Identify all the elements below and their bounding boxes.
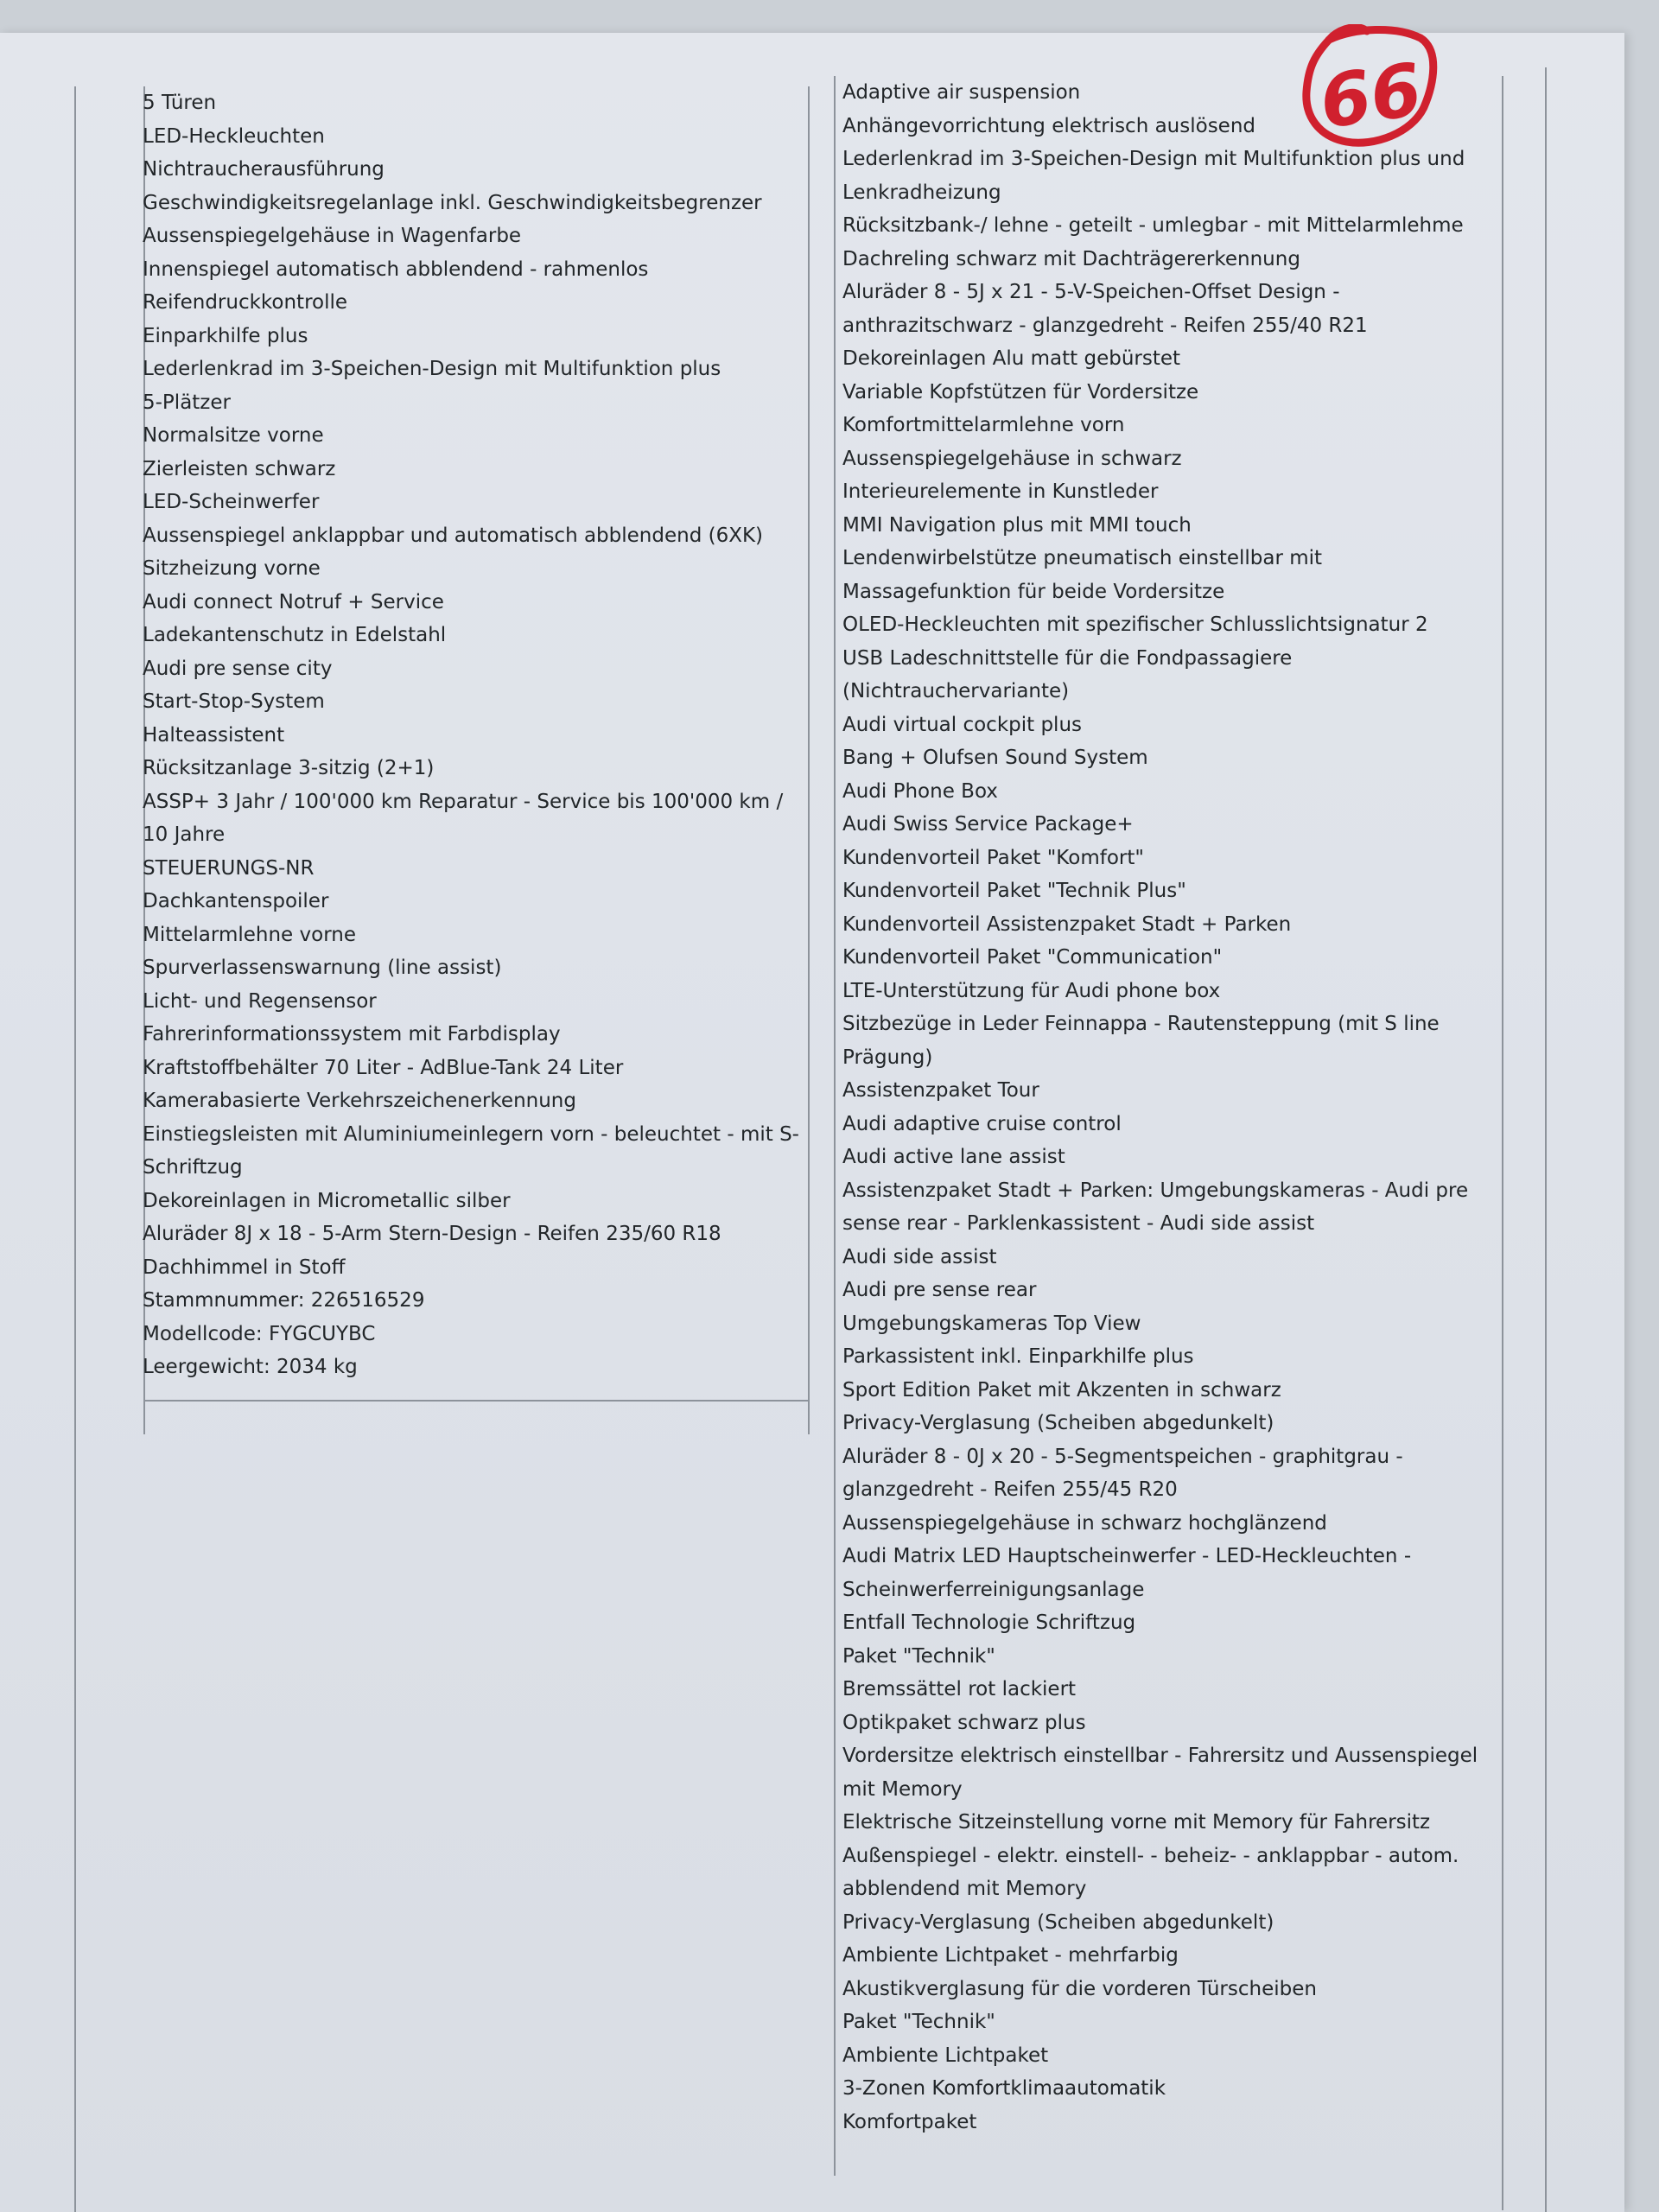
handwritten-page-number-66 [1294,24,1441,154]
equipment-item: Bang + Olufsen Sound System [842,747,1148,769]
equipment-item: Assistenzpaket Tour [842,1079,1039,1102]
equipment-item: Vordersitze elektrisch einstellbar - Fahrersitz und Aussenspiegel mit Memory [842,1745,1478,1801]
equipment-item: 3-Zonen Komfortklimaautomatik [842,2077,1166,2100]
equipment-item: Leergewicht: 2034 kg [143,1356,358,1378]
equipment-item: Halteassistent [143,723,285,747]
equipment-item: LED-Scheinwerfer [143,491,320,513]
equipment-item: Dachhimmel in Stoff [143,1255,346,1279]
equipment-item: Rücksitzbank-/ lehne - geteilt - umlegbar - mit Mittelarmlehme [842,214,1464,237]
equipment-item: Adaptive air suspension [842,81,1081,104]
equipment-item: Audi side assist [842,1245,997,1268]
equipment-item: Modellcode: FYGCUYBC [143,1322,376,1345]
equipment-item: Akustikverglasung für die vorderen Türscheiben [842,1977,1317,2000]
page-number-text: 66 [1314,47,1427,145]
equipment-item: ASSP+ 3 Jahr / 100'000 km Reparatur - Service bis 100'000 km / 10 Jahre [143,790,784,846]
equipment-item: Bremssättel rot lackiert [842,1678,1077,1700]
equipment-item: Ambiente Lichtpaket [842,2044,1049,2067]
equipment-item: Kamerabasierte Verkehrszeichenerkennung [143,1090,576,1112]
equipment-item: Audi Phone Box [842,779,998,803]
equipment-item: USB Ladeschnittstelle für die Fondpassagiere (Nichtrauchervariante) [842,646,1293,702]
equipment-item: Aussenspiegel anklappbar und automatisch abblendend (6XK) [143,524,764,547]
left-equipment-list [143,86,799,1384]
equipment-item: Einstiegsleisten mit Aluminiumeinlegern vorn - beleuchtet - mit S-Schriftzug [143,1122,799,1179]
equipment-item: Einparkhilfe plus [143,324,308,347]
equipment-item: MMI Navigation plus mit MMI touch [842,513,1192,537]
equipment-item: Lederlenkrad im 3-Speichen-Design mit Multifunktion plus [143,358,721,380]
equipment-item: 5-Plätzer [143,391,231,414]
equipment-item: Paket "Technik" [842,2011,995,2033]
equipment-item: Geschwindigkeitsregelanlage inkl. Geschwindigkeitsbegrenzer [143,191,762,214]
equipment-item: Kraftstoffbehälter 70 Liter - AdBlue-Tank 24 Liter [143,1056,624,1079]
equipment-item: Parkassistent inkl. Einparkhilfe plus [842,1345,1194,1368]
equipment-item: STEUERUNGS-NR [143,856,315,880]
equipment-item: Komfortpaket [842,2110,977,2133]
equipment-item: Dachreling schwarz mit Dachträgererkennung [842,247,1300,270]
equipment-item: Umgebungskameras Top View [842,1312,1141,1335]
equipment-item: Paket "Technik" [842,1644,995,1668]
equipment-item: Spurverlassenswarnung (line assist) [143,957,502,979]
outer-right-rule [1545,67,1547,2212]
equipment-item: Sitzheizung vorne [143,557,321,580]
right-equipment-list [842,76,1482,2139]
equipment-item: Kundenvorteil Paket "Technik Plus" [842,880,1186,902]
equipment-item: Audi virtual cockpit plus [842,713,1083,736]
equipment-item: Kundenvorteil Assistenzpaket Stadt + Parken [842,912,1292,936]
equipment-item: Assistenzpaket Stadt + Parken: Umgebungskameras - Audi pre sense rear - Parklenkassistent - Audi side assist [842,1179,1469,1235]
equipment-item: LED-Heckleuchten [143,124,325,148]
equipment-item: Audi active lane assist [842,1146,1065,1168]
equipment-item: Aluräder 8 - 0J x 20 - 5-Segmentspeichen - graphitgrau - glanzgedreht - Reifen 255/45 R20 [842,1445,1403,1501]
equipment-item: LTE-Unterstützung für Audi phone box [842,979,1221,1002]
equipment-item: Ambiente Lichtpaket - mehrfarbig [842,1944,1179,1967]
equipment-item: Audi connect Notruf + Service [143,590,444,613]
equipment-item: Stammnummer: 226516529 [143,1289,425,1312]
equipment-item: Privacy-Verglasung (Scheiben abgedunkelt) [842,1412,1274,1434]
equipment-item: Licht- und Regensensor [143,989,377,1013]
left-box-right-rule [808,86,810,1434]
equipment-item: Sport Edition Paket mit Akzenten in schwarz [842,1378,1281,1402]
equipment-item: Anhängevorrichtung elektrisch auslösend [842,114,1256,137]
equipment-item: Optikpaket schwarz plus [842,1711,1086,1734]
equipment-item: Lendenwirbelstütze pneumatisch einstellbar mit Massagefunktion für beide Vordersitze [842,547,1323,603]
equipment-item: Außenspiegel - elektr. einstell- - beheiz- - anklappbar - autom. abblendend mit Memory [842,1844,1459,1900]
equipment-item: Audi pre sense city [143,657,333,680]
equipment-item: Variable Kopfstützen für Vordersitze [842,380,1199,404]
equipment-item: Ladekantenschutz in Edelstahl [143,624,447,646]
equipment-item: Reifendruckkontrolle [143,291,348,314]
equipment-item: Audi pre sense rear [842,1279,1037,1301]
equipment-item: OLED-Heckleuchten mit spezifischer Schlusslichtsignatur 2 [842,613,1428,636]
left-box-bottom-rule [143,1400,810,1402]
right-box-right-rule [1502,76,1503,2210]
equipment-item: Kundenvorteil Paket "Komfort" [842,846,1144,869]
equipment-item: Audi Swiss Service Package+ [842,813,1134,836]
outer-left-rule [74,86,76,2212]
equipment-item: Elektrische Sitzeinstellung vorne mit Memory für Fahrersitz [842,1811,1431,1834]
equipment-item: Dekoreinlagen in Micrometallic silber [143,1189,511,1212]
equipment-item: Kundenvorteil Paket "Communication" [842,946,1223,969]
equipment-item: Audi Matrix LED Hauptscheinwerfer - LED-Heckleuchten - Scheinwerferreinigungsanlage [842,1545,1412,1601]
equipment-item: Entfall Technologie Schriftzug [842,1611,1136,1634]
equipment-item: Dachkantenspoiler [143,890,329,912]
equipment-item: Privacy-Verglasung (Scheiben abgedunkelt) [842,1910,1274,1934]
equipment-item: Innenspiegel automatisch abblendend - rahmenlos [143,257,649,281]
equipment-item: Komfortmittelarmlehne vorn [842,414,1125,436]
equipment-item: Normalsitze vorne [143,424,324,447]
equipment-item: Fahrerinformationssystem mit Farbdisplay [143,1023,561,1046]
equipment-item: Aluräder 8 - 5J x 21 - 5-V-Speichen-Offset Design - anthrazitschwarz - glanzgedreht - Reifen 255/40 R21 [842,281,1368,337]
equipment-item: Lederlenkrad im 3-Speichen-Design mit Multifunktion plus und Lenkradheizung [842,148,1465,204]
equipment-item: Interieurelemente in Kunstleder [842,480,1159,503]
equipment-item: Sitzbezüge in Leder Feinnappa - Rautensteppung (mit S line Prägung) [842,1013,1440,1069]
equipment-item: Aussenspiegelgehäuse in schwarz hochglänzend [842,1511,1327,1535]
equipment-item: Aussenspiegelgehäuse in schwarz [842,447,1182,470]
equipment-item: Dekoreinlagen Alu matt gebürstet [842,347,1181,370]
equipment-item: Audi adaptive cruise control [842,1112,1122,1135]
equipment-item: Zierleisten schwarz [143,457,336,480]
equipment-item: Nichtraucherausführung [143,158,385,181]
equipment-item: Mittelarmlehne vorne [143,923,356,946]
equipment-item: Rücksitzanlage 3-sitzig (2+1) [143,757,435,779]
equipment-item: Aluräder 8J x 18 - 5-Arm Stern-Design - Reifen 235/60 R18 [143,1223,721,1245]
equipment-item: Start-Stop-System [143,690,325,713]
equipment-item: 5 Türen [143,92,217,114]
equipment-item: Aussenspiegelgehäuse in Wagenfarbe [143,225,522,247]
right-box-left-rule [834,76,836,2176]
